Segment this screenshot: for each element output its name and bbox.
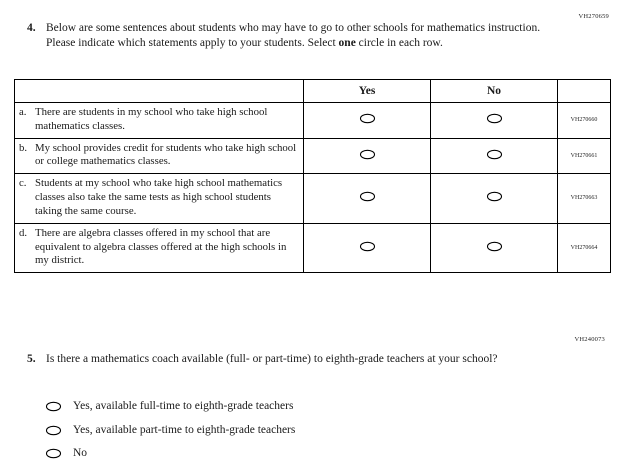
row-c-text: Students at my school who take high school mathematics classes also take the same tests as high school students taking the same course. [35, 177, 283, 217]
row-b-yes-oval[interactable] [359, 149, 376, 160]
row-a-code: VH270660 [558, 103, 611, 139]
row-c-statement [15, 174, 304, 223]
row-d-text: There are algebra classes offered in my school that are equivalent to algebra classes offered at the high schools in my district. [35, 226, 287, 267]
question-5-prompt: Is there a mathematics coach available (full- or part-time) to eighth-grade teachers at your school? [46, 353, 498, 365]
question-5-number: 5. [27, 353, 36, 365]
item-code-q4: VH270659 [578, 13, 609, 20]
question-4-prompt-bold: one [338, 37, 356, 50]
question-4-prompt-tail: circle in each row. [355, 37, 443, 50]
row-c-no-cell [431, 174, 558, 223]
yes-column-header: Yes [304, 80, 431, 103]
row-d-no-cell [431, 223, 558, 272]
question-4-number: 4. [27, 22, 36, 34]
row-d-letter: d. [19, 226, 28, 239]
row-b-statement [15, 138, 304, 174]
row-d-statement [15, 223, 304, 272]
row-a-no-oval[interactable] [486, 113, 503, 124]
q5-option-no [45, 447, 87, 461]
row-a-statement [15, 103, 304, 139]
row-a-yes-oval[interactable] [359, 113, 376, 124]
item-code-q5: VH240073 [574, 336, 605, 343]
row-b-text: My school provides credit for students who take high school or college mathematics classes. [35, 141, 297, 168]
question-4-table [14, 79, 611, 273]
row-c-yes-oval[interactable] [359, 191, 376, 202]
row-c-no-oval[interactable] [486, 191, 503, 202]
no-column-header: No [431, 80, 558, 103]
row-b-no-oval[interactable] [486, 149, 503, 160]
q5-option-full-time-label: Yes, available full-time to eighth-grade teachers [73, 400, 294, 412]
question-4-prompt [46, 21, 557, 51]
row-a-letter: a. [19, 106, 27, 118]
row-a-yes-cell [304, 103, 431, 139]
q5-option-no-oval[interactable] [45, 448, 62, 459]
code-header-empty [558, 80, 611, 103]
row-d-no-oval[interactable] [486, 241, 503, 252]
stem-header-empty [15, 80, 304, 103]
q5-option-part-time-label: Yes, available part-time to eighth-grade teachers [73, 424, 296, 436]
question-4 [27, 21, 557, 51]
q5-option-no-label: No [73, 447, 88, 459]
table-row [15, 138, 611, 174]
row-a-no-cell [431, 103, 558, 139]
q5-option-full-time [45, 400, 293, 414]
row-d-code: VH270664 [558, 223, 611, 272]
row-d-yes-cell [304, 223, 431, 272]
table-row [15, 103, 611, 139]
row-d-yes-oval[interactable] [359, 241, 376, 252]
question-4-prompt-text: Below are some sentences about students who may have to go to other schools for mathematics instruction. Please indicate which statements apply to your students. Select [46, 22, 541, 50]
table-row [15, 174, 611, 223]
q5-option-full-time-oval[interactable] [45, 401, 62, 412]
row-c-code: VH270663 [558, 174, 611, 223]
row-b-code: VH270661 [558, 138, 611, 174]
row-b-no-cell [431, 138, 558, 174]
q5-option-part-time-oval[interactable] [45, 425, 62, 436]
row-b-yes-cell [304, 138, 431, 174]
table-header-row [15, 80, 611, 103]
q5-option-part-time [45, 424, 295, 438]
table-row [15, 223, 611, 272]
row-b-letter: b. [19, 141, 28, 154]
row-c-letter: c. [19, 177, 27, 190]
row-c-yes-cell [304, 174, 431, 223]
row-a-text: There are students in my school who take high school mathematics classes. [35, 106, 268, 132]
question-5 [27, 352, 557, 367]
